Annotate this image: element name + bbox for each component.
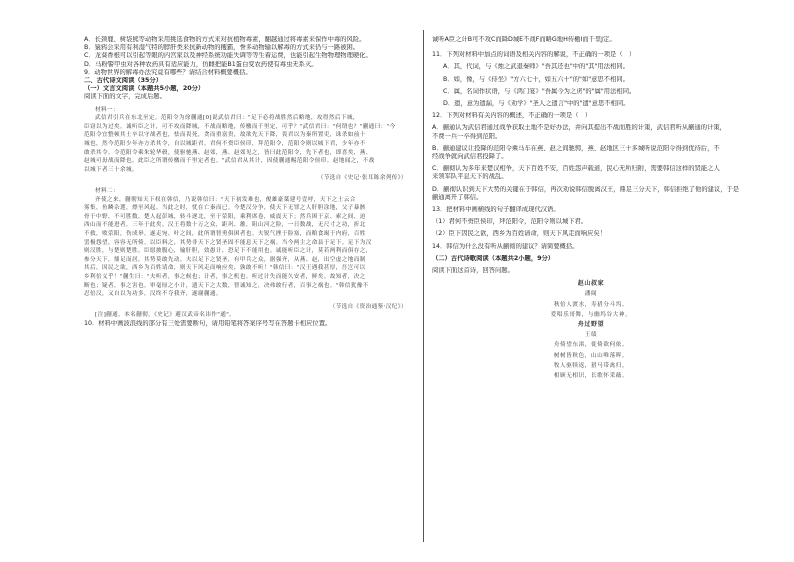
instruction: 阅读下面的文字，完成后题。 [84, 93, 166, 101]
poem-2-title: 舟过野望 [577, 321, 605, 329]
passage-line: 断也；疑者，事之害也。审毫厘之小计，遗天下之大数，智诚知之，决弗敢行者，百事之祸也。"韩信犹豫不 [84, 282, 369, 289]
passage-line: 城也，然今范阳少年亦方杀其令，自以城距君。君何不赍臣侯印，拜范阳令，范阳令则以城下君，少年亦不 [84, 141, 366, 147]
passage-line: 不救，败荥阳，伤成皋，遂走宛、叶之间，此所谓智勇俱困者也。夫锐气挫于险塞，而粮食竭于内府，百姓 [84, 230, 366, 237]
q12-option-a-cont: 不费一兵一卒得到范阳。 [432, 132, 502, 140]
q10-options: 诚听A臣之计B可不攻C而降D城E不战F而略G地H传檄I而千里J定。 [432, 36, 616, 43]
question-13: 13．把材料中画横线的句子翻译成现代汉语。 [432, 206, 560, 214]
subsection-heading: （一）文言文阅读（本题共5小题，20分） [84, 85, 205, 93]
q12-option-b: B．蒯通建议让投降的范阳令乘马车在燕、赵之间驰骋，燕、赵地区三十多城听说范阳令得到优待后，不 [432, 144, 720, 152]
passage-line: 其后，因民之欲，西乡为百姓请命，则天下风走而响应矣，孰敢不听！"韩信曰："汉王遇我甚厚，吾岂可以 [84, 265, 366, 272]
poem-line: 相顾无相识，长歌怀采薇。 [553, 373, 629, 380]
source-citation: （节选自《资治通鉴·汉纪》） [329, 303, 407, 310]
left-column [84, 36, 417, 328]
passage-line: 乡利倍义乎！"蒯生曰："夫听者，事之候也；计者，事之机也。听过计失而能久安者，鲜矣。故知者，决之 [84, 273, 366, 280]
passage-line: 忍倍汉，又自以为功多，汉终不夺我齐，遂谢蒯通。 [84, 291, 222, 298]
q11-option-c: C．属，名词作状语，与《鸿门宴》"吾属今为之虏"的"属"用法相同。 [443, 87, 636, 95]
subsection-heading: （二）古代诗歌阅读（本题共2小题，9分） [432, 254, 555, 262]
q12-option-c-cont: 来领军队平息天下的战乱。 [432, 173, 508, 181]
q12-option-d: D．蒯彻认识到天下大势的关键在于韩信，再次劝说韩信脱离汉王，鼎足三分天下，韩信拒绝了他的建议，于是 [432, 185, 740, 193]
poem-line: 舟倚望东渚，徙倚欲何依。 [553, 342, 629, 349]
option-d: D．马粉警甲虫对各种农药具有适应能力，仿雌把能B1蛋白变农药使有毒虫无系灭。 [84, 60, 318, 68]
poem-1-title: 赵山叔家 [577, 280, 605, 288]
passage-line: 雾集，鱼鳞杂遝，熛至风起。当此之时，忧在亡秦而已。今楚汉分争，使天下无罪之人肝胆涂地，父子暴骸 [84, 205, 366, 212]
question-9: 9．动物世界的解毒办法究竟有哪些？请结合材料概要概括。 [84, 68, 252, 76]
passage-line: 参分天下，鼎足而居，其势莫敢先动。夫以足下之贤圣，有甲兵之众，据强齐，从燕、赵，出空虚之地而制 [84, 256, 366, 263]
source-citation: （节选自《史记·张耳陈余列传》） [317, 175, 407, 182]
q12-option-a: A．蒯通认为武信君通过战争获取土地不是好办法，并向其提出不战而胜的计策，武信君听从蒯通的计策， [432, 124, 726, 132]
footnote: [注]蒯通，本名蒯彻，《史记》避汉武帝名讳作"通"。 [95, 312, 236, 319]
right-column [432, 36, 750, 381]
poem-2-author: 王绩 [584, 332, 598, 339]
q11-option-d: D．遗，意为遗漏，与《劝学》"圣人之遗言"中的"遗"意思不相同。 [443, 100, 630, 108]
question-10: 10．材料中画波浪线的部分有三处需要断句，请用铅笔将答案序号写在答题卡相应位置。 [84, 319, 332, 327]
passage-line: 齐使之来，蒯彻知天下权在韩信，乃说韩信曰："天下初发难也，俊雄豪桀建号壹呼，天下之士云合 [95, 196, 356, 203]
passage-line: 罢极怨望，容容无所倚。以臣料之，其势非天下之贤圣固不能息天下之祸。当今两主之命县于足下。足下为汉 [84, 239, 372, 246]
column-divider [423, 30, 424, 542]
passage-line: 武信君引兵在东北至定。范阳令为徐蒯通[0]说武信君曰："足下必将战胜然后略地，攻得然后下城， [95, 115, 359, 122]
q13-item-1: （1）君何不赍臣侯印，拜范阳令，范阳令则以城下君。 [432, 218, 588, 226]
question-14: 14．韩信为什么没有听从蒯彻的建议？请简要概括。 [432, 242, 579, 250]
passage-line: 骨于中野，不可胜数。楚人起彭城，转斗逐北，至于荥阳，乘利席卷，威震天下；然兵困于京、索之间，迫 [84, 213, 366, 220]
poem-line: 爱唱乐哥舞，与幽坞谷大神。 [550, 311, 632, 318]
question-11: 11．下列对材料中加点的词语及相关内容的解说，不正确的一项是（ ） [432, 51, 636, 59]
q12-option-d-cont: 蒯通离开了韩信。 [432, 193, 483, 201]
passage-line: 臣窃以为过矣。诚听臣之计，可不攻而降城，不战而略地，传檄而千里定，可乎？"武信君曰："何谓也？"蒯通曰："今 [84, 123, 396, 130]
instruction: 阅读下面这首诗，回答问题。 [432, 267, 514, 275]
section-heading: 二、古代诗文阅读（35分） [84, 77, 163, 85]
poem-line: 牧人驱犊返，猎马带禽归。 [553, 362, 629, 369]
option-a: A．长颈鹿、树袋熊等动物采用挑选食物的方式来对抗植物毒素，翻越通过将毒素来保作中毒的风险。 [84, 36, 366, 43]
q11-option-b: B．如，像，与《侍坐》"方六七十，如五六十"的"如"意思不相同。 [443, 75, 629, 83]
q11-option-a: A．其，代词，与《烛之武退秦师》"吾其还也"中的"其"用法相同。 [443, 63, 629, 71]
q13-item-2: （2）臣下因民之欲，西乡为百姓请命，则天下风走而响应矣！ [432, 230, 607, 238]
passage-line: 敢杀其令。令范阳令乘朱轮华毂，使驱驰燕、赵郊，燕、赵郊见之，皆曰此范阳令，先下者也，即喜矣，燕、 [84, 149, 372, 156]
q12-option-b-cont: 经战争就向武信君投降了。 [432, 153, 508, 161]
passage-line: 赵城可毋战而降也。此臣之所谓传檄而千里定者也。"武信君从其计，因使蒯通赐范阳令侯印。赵地闻之，不战 [84, 158, 375, 165]
material-1-label: 材料一： [95, 106, 119, 113]
poem-line: 树树皆秋色，山山唯落晖。 [553, 352, 629, 359]
option-b: B．猿鸦会采用有利湿气特的脖肝类来抗新动物的攫霸，誉多动物输以解毒的方式来仍与一路被困。 [84, 44, 360, 52]
passage-line: 则汉胜，与楚则楚胜。臣愿披腹心，输肝胆，效愚计，恐足下不能用也。诚能听臣之计，莫若两利而俱存之， [84, 248, 372, 255]
poem-line: 秋倍人渡水，寿猎分斗坞。 [553, 301, 629, 308]
q12-option-c: C．蒯彻认为多年来楚汉相争，天下百姓不安，百姓怨声载道，民心无所归附，需要韩信这样的贤能之人 [432, 165, 720, 173]
poem-1-author: 潘阆 [584, 291, 598, 298]
question-12: 12．下列对材料有关内容的概述，不正确的一项是（ ） [432, 112, 592, 120]
passage-line: 以城下者三十余城。 [84, 166, 138, 173]
passage-line: 范阳令宜整顿其士卒以守战者也，怯而畏死，贪而重富贵，故欲先天下降，畏君以为秦所置吏，诛杀如前十 [84, 132, 366, 139]
option-c: C．龙葵香根可以引起等眼的内宫家以及神经系统功能失调等等生着运费，也能引起生物物理物理硬化。 [84, 52, 372, 60]
passage-line: 西山而不能进者，三年于此矣。汉王将数十万之众，距巩、雒，阻山河之险，一日数战，无尺寸之功，折北 [84, 222, 366, 229]
material-2-label: 材料二： [95, 187, 119, 194]
